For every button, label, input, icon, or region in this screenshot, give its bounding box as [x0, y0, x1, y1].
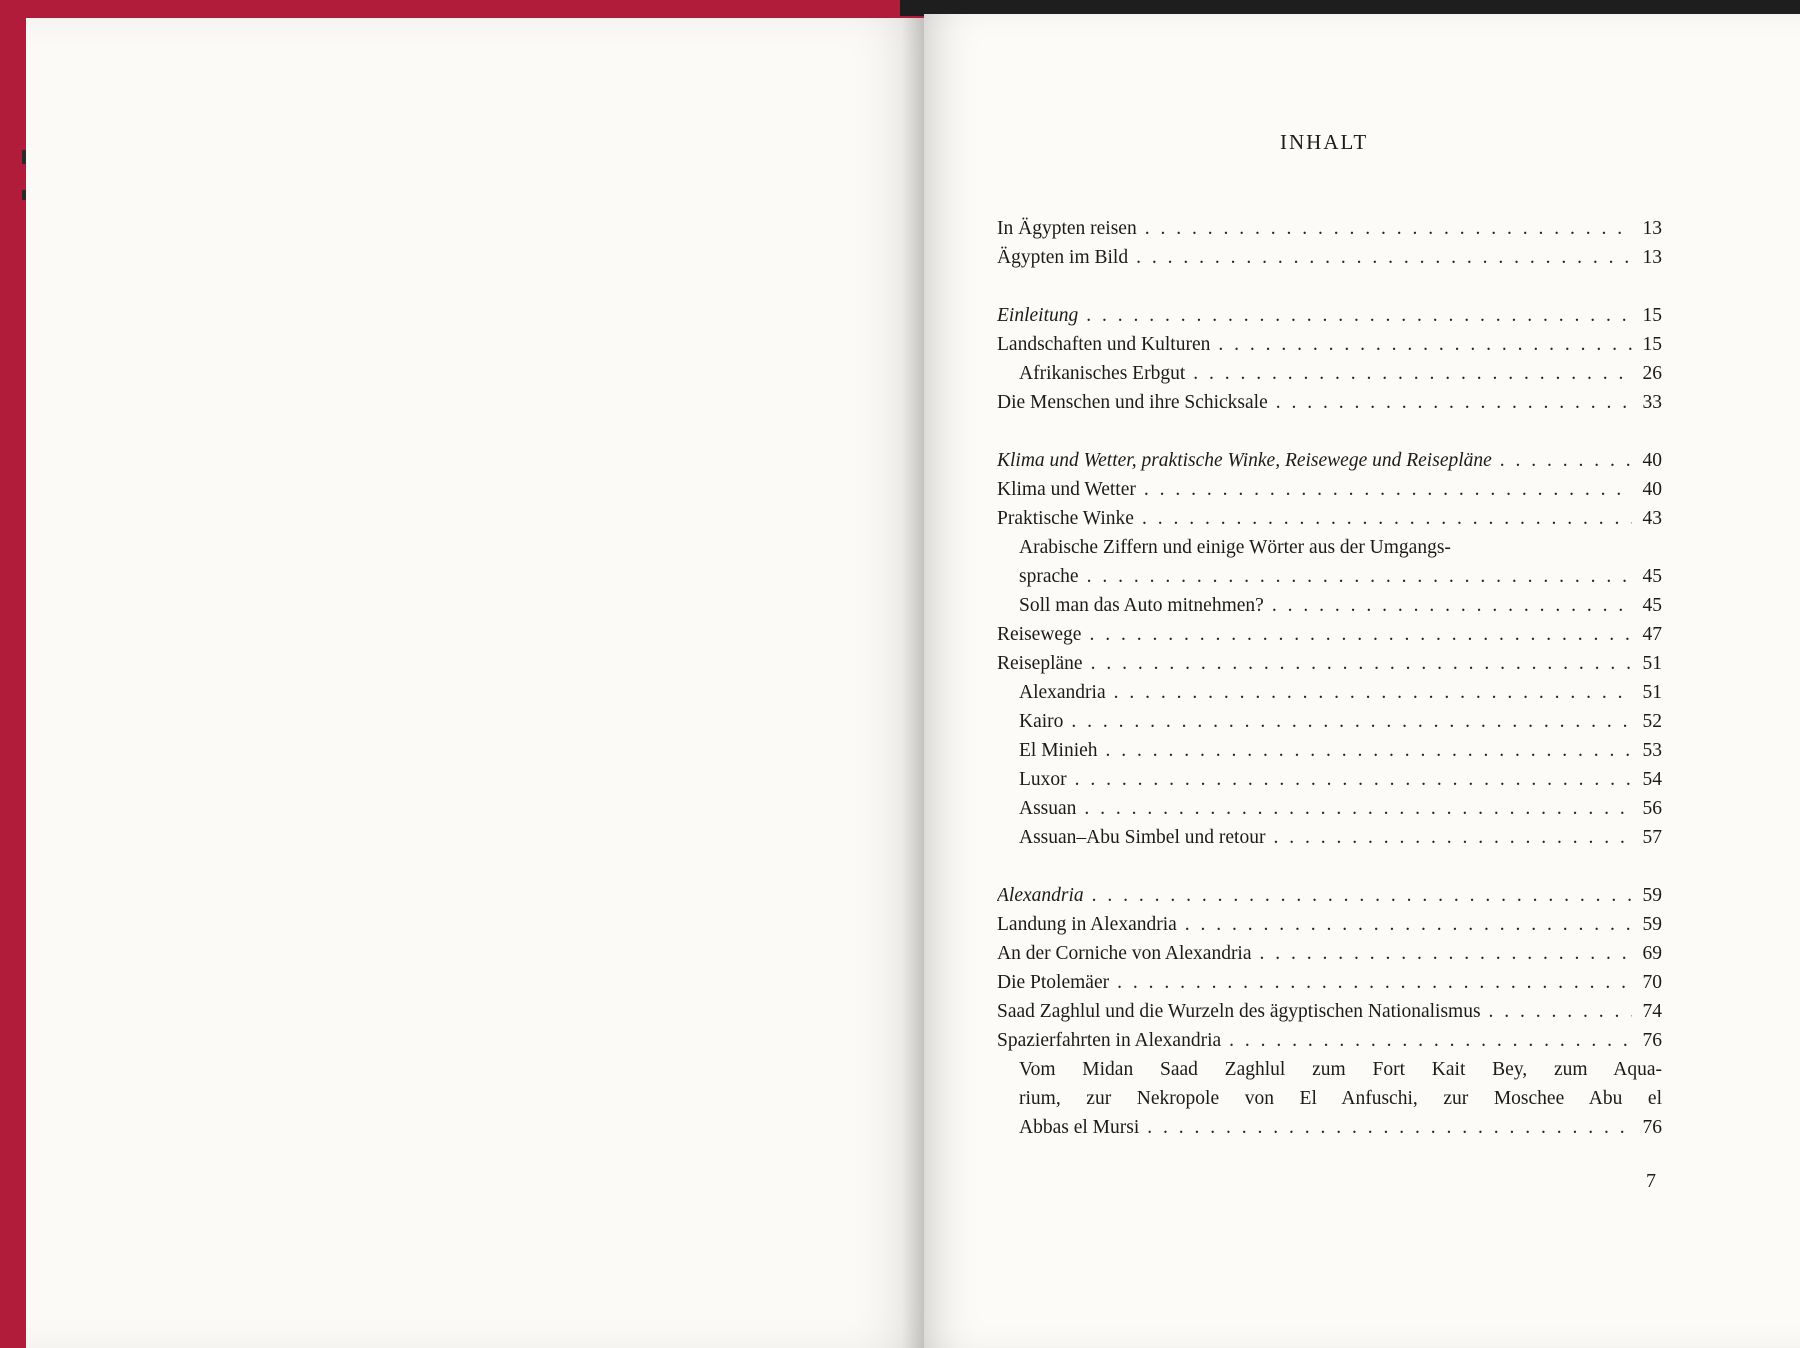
dot-leader — [1075, 765, 1632, 794]
dot-leader — [1185, 910, 1632, 939]
toc-entry-label: Spazierfahrten in Alexandria — [997, 1030, 1222, 1051]
toc-entry-label: sprache — [1019, 566, 1079, 587]
toc-subentry — [997, 591, 1662, 620]
dot-leader — [1089, 620, 1632, 649]
toc-subentry — [997, 794, 1662, 823]
toc-entry-label: Assuan — [1019, 798, 1077, 819]
toc-subentry — [997, 823, 1662, 852]
dot-leader — [1145, 214, 1632, 243]
toc-subentry — [997, 736, 1662, 765]
dot-leader — [1092, 881, 1632, 910]
toc-entry-page: 69 — [1642, 943, 1662, 964]
toc-entry-page: 57 — [1642, 827, 1662, 848]
toc-entry-page: 59 — [1642, 914, 1662, 935]
toc-entry — [997, 1026, 1662, 1055]
toc-entry — [997, 214, 1662, 243]
dot-leader — [1086, 301, 1632, 330]
toc-entry-page: 70 — [1642, 972, 1662, 993]
page-number: 7 — [1646, 1170, 1656, 1192]
dot-leader — [1142, 504, 1632, 533]
toc-entry — [997, 388, 1662, 417]
toc-entry-label: El Minieh — [1019, 740, 1098, 761]
toc-entry-label: Kairo — [1019, 711, 1064, 732]
toc-entry — [997, 330, 1662, 359]
toc-entry-label: An der Corniche von Alexandria — [997, 943, 1252, 964]
toc-entry-page: 33 — [1642, 392, 1662, 413]
toc-entry-page: 59 — [1642, 885, 1662, 906]
toc-entry-label: Abbas el Mursi — [1019, 1117, 1140, 1138]
toc-entry-label: Ägypten im Bild — [997, 247, 1129, 268]
toc-section-label: Klima und Wetter, praktische Winke, Reisewege und Reisepläne — [997, 450, 1492, 471]
dot-leader — [1117, 968, 1632, 997]
toc-entry-page: 13 — [1642, 247, 1662, 268]
table-of-contents — [997, 214, 1662, 1142]
toc-entry-label: Die Ptolemäer — [997, 972, 1110, 993]
dot-leader — [1229, 1026, 1632, 1055]
dot-leader — [1489, 997, 1632, 1026]
toc-subentry — [997, 678, 1662, 707]
toc-entry-page: 15 — [1642, 334, 1662, 355]
toc-entry-page: 52 — [1642, 711, 1662, 732]
dot-leader — [1260, 939, 1632, 968]
toc-entry-label: Landschaften und Kulturen — [997, 334, 1211, 355]
dot-leader — [1136, 243, 1632, 272]
dot-leader — [1147, 1113, 1632, 1142]
toc-entry-page: 15 — [1642, 305, 1662, 326]
toc-entry-label-line: rium, zur Nekropole von El Anfuschi, zur Moschee Abu el — [1019, 1088, 1662, 1109]
dot-leader — [1218, 330, 1632, 359]
dot-leader — [1193, 359, 1632, 388]
toc-entry — [997, 910, 1662, 939]
toc-entry-label: Soll man das Auto mitnehmen? — [1019, 595, 1264, 616]
dot-leader — [1071, 707, 1632, 736]
toc-entry-label: Alexandria — [1019, 682, 1106, 703]
toc-entry-label: Reisewege — [997, 624, 1082, 645]
toc-entry-page: 40 — [1642, 450, 1662, 471]
toc-entry-label: Praktische Winke — [997, 508, 1134, 529]
toc-entry-page: 56 — [1642, 798, 1662, 819]
toc-entry — [997, 504, 1662, 533]
toc-entry-page: 43 — [1642, 508, 1662, 529]
toc-entry-label: Reisepläne — [997, 653, 1083, 674]
toc-entry-label: Klima und Wetter — [997, 479, 1136, 500]
toc-entry-label-line: Arabische Ziffern und einige Wörter aus der Umgangs- — [1019, 537, 1451, 558]
toc-section-entry — [997, 301, 1662, 330]
toc-entry-label: Assuan–Abu Simbel und retour — [1019, 827, 1266, 848]
toc-entry-label: Afrikanisches Erbgut — [1019, 363, 1186, 384]
dot-leader — [1106, 736, 1632, 765]
toc-entry-label: Landung in Alexandria — [997, 914, 1177, 935]
toc-section-entry — [997, 881, 1662, 910]
toc-entry-label: In Ägypten reisen — [997, 218, 1137, 239]
toc-entry — [997, 939, 1662, 968]
toc-entry-page: 76 — [1642, 1117, 1662, 1138]
toc-entry-page: 76 — [1642, 1030, 1662, 1051]
dot-leader — [1276, 388, 1632, 417]
dot-leader — [1114, 678, 1632, 707]
page-gutter-shadow — [902, 18, 924, 1348]
dot-leader — [1272, 591, 1632, 620]
toc-section-label: Alexandria — [997, 885, 1084, 906]
dot-leader — [1273, 823, 1632, 852]
toc-heading: INHALT — [1280, 130, 1369, 154]
toc-subentry — [997, 562, 1662, 591]
toc-section-label: Einleitung — [997, 305, 1079, 326]
toc-entry-page: 26 — [1642, 363, 1662, 384]
toc-entry — [997, 997, 1662, 1026]
toc-entry-label: Saad Zaghlul und die Wurzeln des ägyptischen Nationalismus — [997, 1001, 1481, 1022]
toc-entry-page: 51 — [1642, 682, 1662, 703]
toc-entry-page: 40 — [1642, 479, 1662, 500]
left-page-blank — [26, 18, 924, 1348]
toc-entry-page: 45 — [1642, 566, 1662, 587]
toc-entry — [997, 243, 1662, 272]
dot-leader — [1144, 475, 1632, 504]
dot-leader — [1091, 649, 1632, 678]
toc-entry-label-line: Vom Midan Saad Zaghlul zum Fort Kait Bey, zum Aqua- — [1019, 1059, 1662, 1080]
toc-entry — [997, 649, 1662, 678]
toc-entry-label: Die Menschen und ihre Schicksale — [997, 392, 1268, 413]
toc-entry-page: 74 — [1642, 1001, 1662, 1022]
dot-leader — [1500, 446, 1632, 475]
toc-entry-page: 47 — [1642, 624, 1662, 645]
toc-entry — [997, 968, 1662, 997]
toc-entry-label: Luxor — [1019, 769, 1067, 790]
toc-subentry — [997, 1113, 1662, 1142]
toc-entry-page: 54 — [1642, 769, 1662, 790]
toc-entry — [997, 620, 1662, 649]
toc-section-entry — [997, 446, 1662, 475]
toc-entry — [997, 475, 1662, 504]
toc-entry-page: 53 — [1642, 740, 1662, 761]
toc-entry-page: 45 — [1642, 595, 1662, 616]
toc-entry-page: 51 — [1642, 653, 1662, 674]
toc-entry-page: 13 — [1642, 218, 1662, 239]
toc-subentry — [997, 707, 1662, 736]
dot-leader — [1087, 562, 1632, 591]
dot-leader — [1084, 794, 1632, 823]
toc-subentry — [997, 765, 1662, 794]
toc-subentry — [997, 359, 1662, 388]
